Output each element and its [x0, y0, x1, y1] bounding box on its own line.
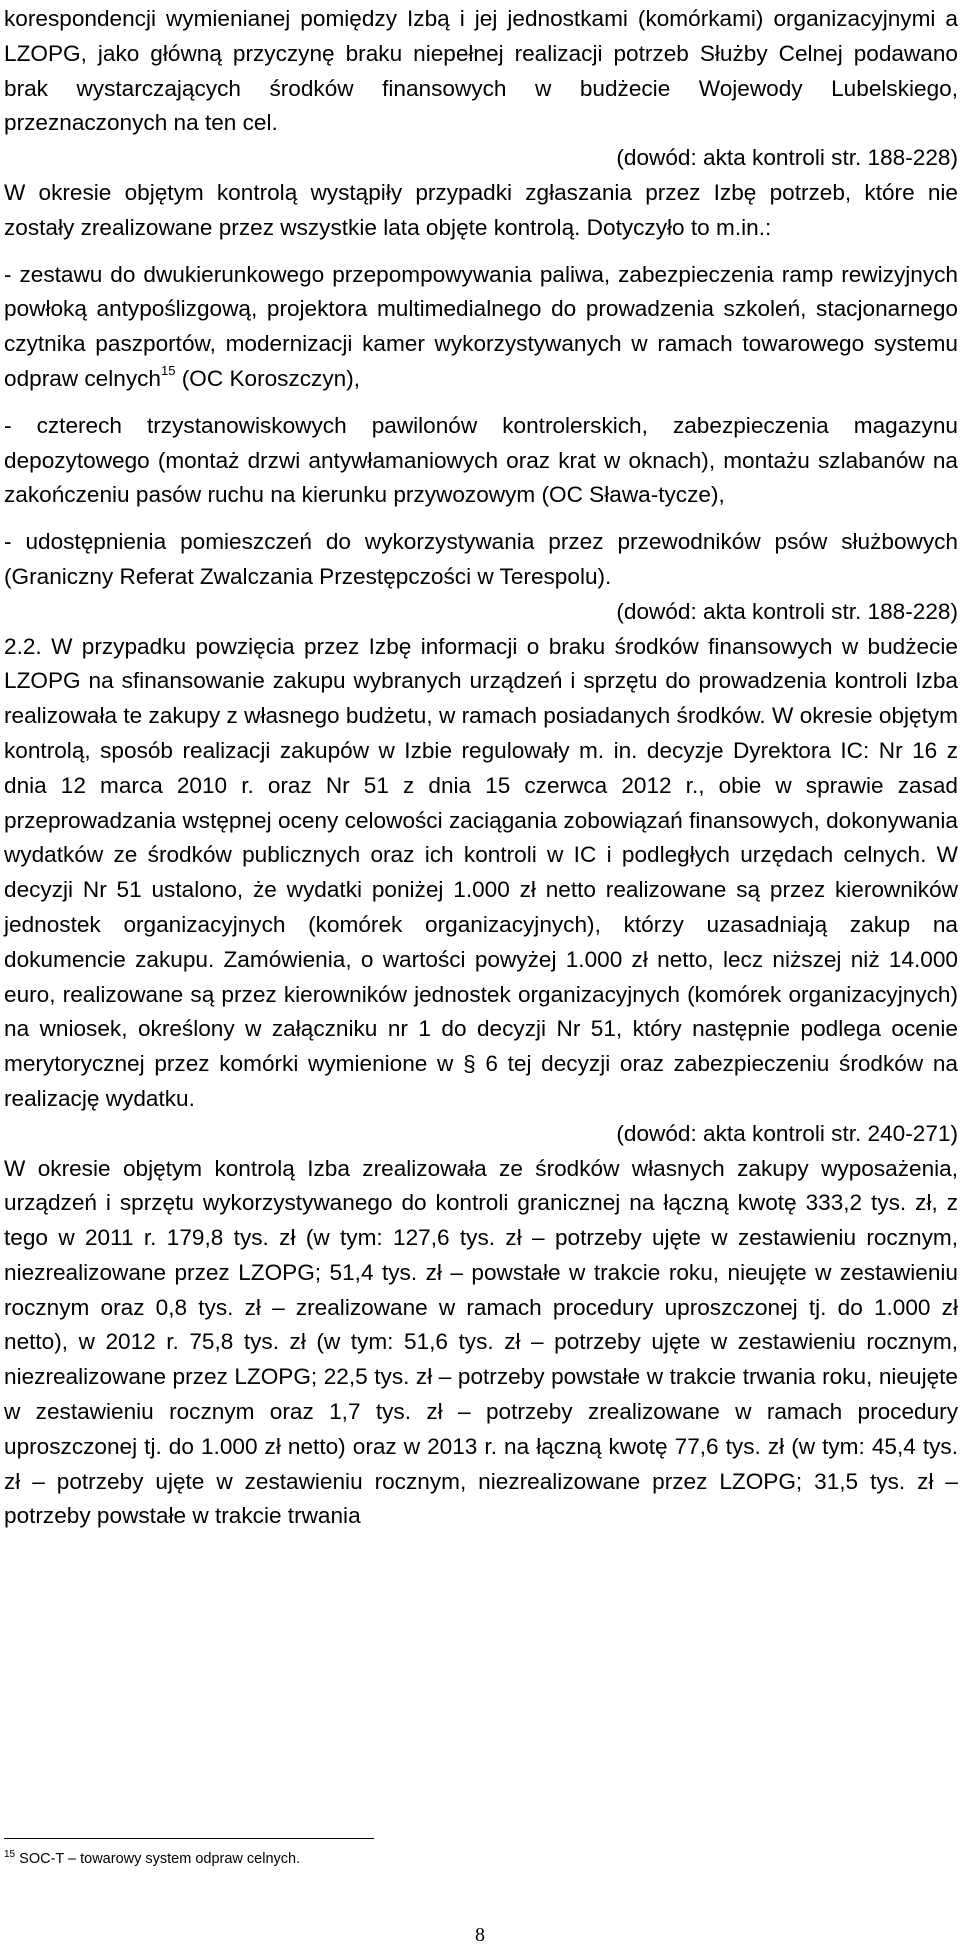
list-item: - czterech trzystanowiskowych pawilonów kontrolerskich, zabezpieczenia magazynu depozytowego (montaż drzwi antywłamaniowych oraz krat w oknach), montażu szlabanów na zakończeniu pasów ruchu na kierunku przywozowym (OC Sława-tycze), — [4, 412, 958, 508]
list-item — [4, 258, 958, 397]
list-item-text: - zestawu do dwukierunkowego przepompowywania paliwa, zabezpieczenia ramp rewizyjnych powłoką antypoślizgową, projektora multimedialnego do prowadzenia szkoleń, stacjonarnego czytnika paszportów, modernizacji kamer wykorzystywanych w ramach towarowego systemu odpraw celnych — [4, 261, 958, 391]
list-item: - udostępnienia pomieszczeń do wykorzystywania przez przewodników psów służbowych (Graniczny Referat Zwalczania Przestępczości w Terespolu). — [4, 529, 958, 589]
page-number: 8 — [475, 1924, 485, 1946]
list-item-tail: (OC Koroszczyn), — [175, 365, 361, 391]
paragraph-own-purchases: W okresie objętym kontrolą Izba zrealizowała ze środków własnych zakupy wyposażenia, urządzeń i sprzętu wykorzystywanego do kontroli granicznej na łączną kwotę 333,2 tys. zł, z tego w 2011 r. 179,8 tys. zł (w tym: 127,6 tys. zł – potrzeby ujęte w zestawieniu rocznym, niezrealizowane przez LZOPG; 51,4 tys. zł – powstałe w trakcie roku, nieujęte w zestawieniu rocznym oraz 0,8 tys. zł – zrealizowane w ramach procedury uproszczonej tj. do 1.000 zł netto), w 2012 r. 75,8 tys. zł (w tym: 51,6 tys. zł – potrzeby ujęte w zestawieniu rocznym, niezrealizowane przez LZOPG; 22,5 tys. zł – potrzeby powstałe w trakcie trwania roku, nieujęte w zestawieniu rocznym oraz 1,7 tys. zł – potrzeby zrealizowane w ramach procedury uproszczonej tj. do 1.000 zł netto) oraz w 2013 r. na łączną kwotę 77,6 tys. zł (w tym: 45,4 tys. zł – potrzeby ujęte w zestawieniu rocznym, niezrealizowane przez LZOPG; 31,5 tys. zł – potrzeby powstałe w trakcie trwania — [4, 1155, 958, 1529]
footnote-divider — [4, 1838, 374, 1839]
paragraph-section-2-2: 2.2. W przypadku powzięcia przez Izbę informacji o braku środków finansowych w budżecie LZOPG na sfinansowanie zakupu wybranych urządzeń i sprzętu do prowadzenia kontroli Izba realizowała te zakupy z własnego budżetu, w ramach posiadanych środków. W okresie objętym kontrolą, sposób realizacji zakupów w Izbie regulowały m. in. decyzje Dyrektora IC: Nr 16 z dnia 12 marca 2010 r. oraz Nr 51 z dnia 15 czerwca 2012 r., obie w sprawie zasad przeprowadzania wstępnej oceny celowości zaciągania zobowiązań finansowych, dokonywania wydatków ze środków publicznych oraz ich kontroli w IC i podległych urzędach celnych. W decyzji Nr 51 ustalono, że wydatki poniżej 1.000 zł netto realizowane są przez kierowników jednostek organizacyjnych (komórek organizacyjnych), którzy uzasadniają zakup na dokumencie zakupu. Zamówienia, o wartości powyżej 1.000 zł netto, lecz niższej niż 14.000 euro, realizowane są przez kierowników jednostek organizacyjnych (komórek organizacyjnych) na wniosek, określony w załączniku nr 1 do decyzji Nr 51, który następnie podlega ocenie merytorycznej przez komórki wymienione w § 6 tej decyzji oraz zabezpieczeniu środków na realizację wydatku. — [4, 633, 958, 1111]
footnote — [4, 1850, 904, 1868]
body-text — [4, 2, 958, 1534]
paragraph-unrealized-needs: W okresie objętym kontrolą wystąpiły przypadki zgłaszania przez Izbę potrzeb, które nie zostały zrealizowane przez wszystkie lata objęte kontrolą. Dotyczyło to m.in.: — [4, 179, 958, 240]
paragraph-correspondence: korespondencji wymienianej pomiędzy Izbą i jej jednostkami (komórkami) organizacyjnymi a LZOPG, jako główną przyczynę braku niepełnej realizacji potrzeb Służby Celnej podawano brak wystarczających środków finansowych w budżecie Wojewody Lubelskiego, przeznaczonych na ten cel. — [4, 6, 958, 136]
footnote-text: SOC-T – towarowy system odpraw celnych. — [15, 1851, 301, 1867]
evidence-reference: (dowód: akta kontroli str. 188-228) — [616, 598, 958, 624]
evidence-reference: (dowód: akta kontroli str. 188-228) — [616, 145, 958, 171]
evidence-reference: (dowód: akta kontroli str. 240-271) — [616, 1120, 958, 1146]
footnote-ref: 15 — [161, 363, 176, 379]
footnote-number: 15 — [4, 1849, 16, 1861]
